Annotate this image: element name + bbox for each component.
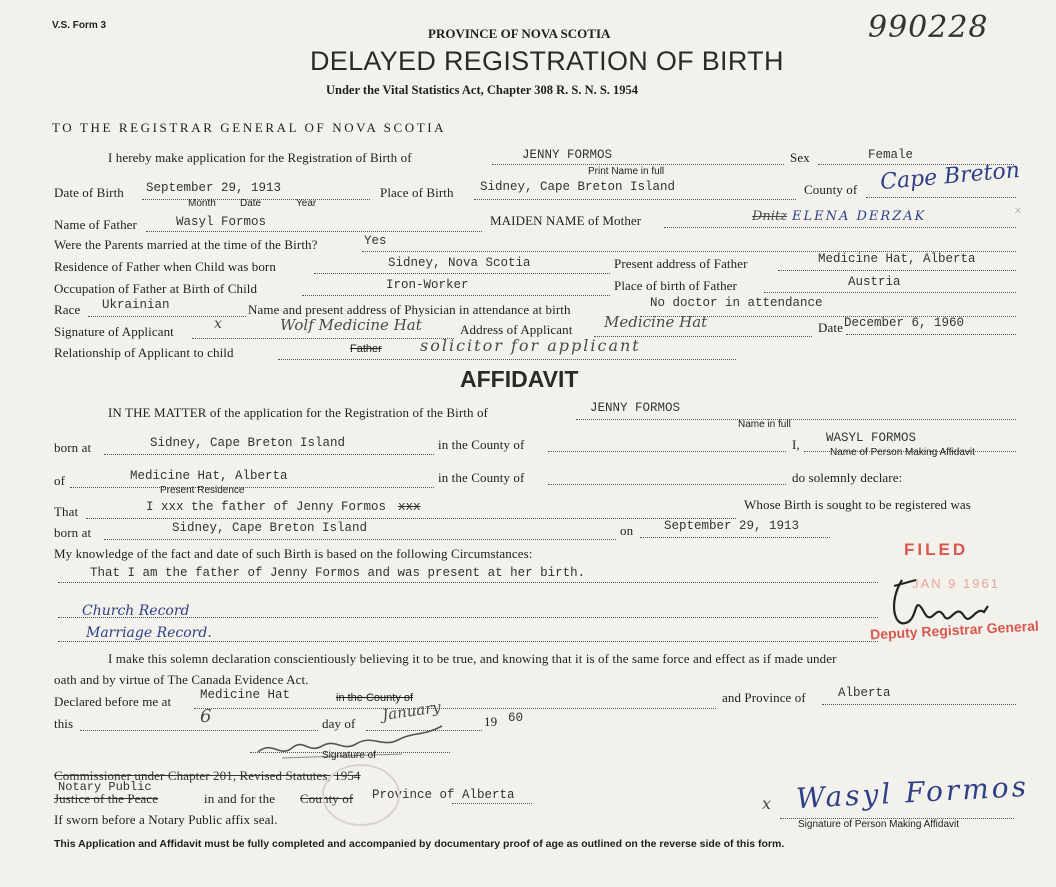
province-typed: Province of Alberta [372, 788, 515, 802]
matter-label: IN THE MATTER of the application for the Registration of the Birth of [108, 405, 488, 420]
race-value: Ukrainian [102, 298, 170, 312]
year-caption: Year [296, 198, 317, 209]
declared-label: Declared before me at [54, 694, 172, 709]
present-address-value: Medicine Hat, Alberta [818, 252, 976, 266]
month-caption: Month [188, 198, 216, 209]
year-prefix: 19 [484, 714, 498, 729]
mother-label: MAIDEN NAME of Mother [490, 213, 642, 228]
declaration-line-1: I make this solemn declaration conscientiously believing it to be true, and knowing that it is of the same force and effect as if made under [108, 651, 837, 666]
child-name-value: JENNY FORMOS [522, 148, 613, 162]
on-date-value: September 29, 1913 [664, 519, 800, 533]
footer-note: This Application and Affidavit must be fully completed and accompanied by documentary proof of age as outlined on the reverse side of this form. [54, 838, 785, 850]
page-subtitle: Under the Vital Statistics Act, Chapter 308 R. S. N. S. 1954 [326, 83, 639, 97]
form-number: V.S. Form 3 [52, 20, 107, 31]
in-county-label: in the County of [438, 437, 525, 452]
relationship-label: Relationship of Applicant to child [54, 345, 234, 360]
intro-label: I hereby make application for the Registration of Birth of [108, 150, 412, 165]
affidavit-child-name: JENNY FORMOS [590, 401, 681, 415]
addressee: TO THE REGISTRAR GENERAL OF NOVA SCOTIA [52, 120, 447, 135]
province-label: and Province of [722, 690, 806, 705]
this-label: this [54, 716, 74, 731]
father-label: Name of Father [54, 217, 137, 232]
sex-label: Sex [790, 150, 810, 165]
county-struck: County of [300, 791, 354, 806]
married-label: Were the Parents married at the time of the Birth? [54, 237, 318, 252]
notary-seal [318, 760, 404, 830]
that-label: That [54, 504, 79, 519]
applicant-address-label: Address of Applicant [460, 322, 573, 337]
mother-value: ELENA DERZAK [792, 209, 927, 224]
date-value: December 6, 1960 [844, 316, 965, 330]
filed-date-stamp: JAN 9 1961 [912, 576, 1000, 591]
of-label: of [54, 473, 66, 488]
deponent-sig-mark: x [762, 794, 772, 813]
deponent-caption: Name of Person Making Affidavit [830, 447, 975, 458]
county-label: County of [804, 182, 858, 197]
applicant-sig-label: Signature of Applicant [54, 324, 174, 339]
day-value: 6 [200, 706, 212, 727]
in-county-label-2: in the County of [438, 470, 525, 485]
knowledge-label: My knowledge of the fact and date of such Birth is based on the following Circumstances: [54, 546, 533, 561]
notary-note: If sworn before a Notary Public affix seal. [54, 812, 278, 827]
residence-caption: Present Residence [160, 485, 245, 496]
married-value: Yes [364, 234, 387, 248]
name-in-full-caption: Name in full [738, 419, 791, 430]
province-value: Alberta [838, 686, 891, 700]
place-of-birth-label: Place of Birth [380, 185, 454, 200]
deponent-signature: Wasyl Formos [795, 769, 1030, 816]
affidavit-title: AFFIDAVIT [460, 366, 579, 392]
circumstance-2: Church Record [82, 603, 190, 619]
applicant-sig-mark: x [214, 316, 222, 332]
place-of-birth-value: Sidney, Cape Breton Island [480, 180, 676, 194]
signature-of-caption: Signature of [322, 750, 376, 761]
in-and-for-label: in and for the [204, 791, 276, 806]
province-heading: PROVINCE OF NOVA SCOTIA [428, 26, 611, 41]
affidavit-residence: Medicine Hat, Alberta [130, 469, 288, 483]
day-of-label: day of [322, 716, 356, 731]
peace-struck: Justice of the Peace [54, 791, 159, 806]
month-value: January [381, 697, 442, 725]
born-at2-label: born at [54, 525, 92, 540]
father-birthplace-value: Austria [848, 275, 901, 289]
relationship-struck-value: Father [350, 343, 382, 355]
deponent-sig-caption: Signature of Person Making Affidavit [798, 819, 960, 830]
print-name-caption: Print Name in full [588, 166, 665, 177]
declaration-line-2: oath and by virtue of The Canada Evidence Act. [54, 672, 309, 687]
declare-label: do solemnly declare: [792, 470, 903, 485]
born-at2-value: Sidney, Cape Breton Island [172, 521, 368, 535]
deponent-name: WASYL FORMOS [826, 431, 917, 445]
declared-struck: in the County of [336, 692, 414, 704]
relationship-value: solicitor for applicant [420, 336, 641, 355]
present-address-label: Present address of Father [614, 256, 748, 271]
declared-place: Medicine Hat [200, 688, 291, 702]
mother-struck-value: Dnitz [752, 209, 788, 224]
year-suffix: 60 [508, 711, 524, 725]
applicant-address-value: Medicine Hat [604, 313, 708, 331]
notary-typed: Notary Public [58, 780, 152, 794]
father-birthplace-label: Place of birth of Father [614, 278, 737, 293]
occupation-label: Occupation of Father at Birth of Child [54, 281, 258, 296]
circumstance-3: Marriage Record. [86, 625, 212, 641]
sex-value: Female [868, 148, 914, 162]
filed-stamp: FILED [904, 540, 969, 559]
on-label: on [620, 523, 634, 538]
that-value: I xxx the father of Jenny Formos [146, 500, 387, 514]
residence-label: Residence of Father when Child was born [54, 259, 276, 274]
page-title: DELAYED REGISTRATION OF BIRTH [310, 46, 784, 76]
dob-label: Date of Birth [54, 185, 124, 200]
physician-label: Name and present address of Physician in attendance at birth [248, 302, 571, 317]
date-label: Date [818, 320, 843, 335]
i-label: I, [792, 437, 800, 452]
father-value: Wasyl Formos [176, 215, 267, 229]
race-label: Race [54, 302, 81, 317]
dob-value: September 29, 1913 [146, 181, 282, 195]
county-value: Cape Breton [879, 157, 1021, 196]
circumstance-1: That I am the father of Jenny Formos and was present at her birth. [90, 566, 586, 580]
date-caption: Date [240, 198, 262, 209]
occupation-value: Iron-Worker [386, 278, 469, 292]
commissioner-struck: Commissioner under Chapter 201, Revised Statutes, 1954 [54, 768, 361, 783]
applicant-signature: Wolf Medicine Hat [280, 316, 422, 334]
that-struck-value: xxx [398, 500, 421, 514]
born-at-value: Sidney, Cape Breton Island [150, 436, 346, 450]
physician-value: No doctor in attendance [650, 296, 823, 310]
whose-birth-label: Whose Birth is sought to be registered was [744, 497, 971, 512]
deputy-registrar-stamp: Deputy Registrar General [869, 617, 1040, 643]
birth-registration-form: V.S. Form 3 990228 PROVINCE OF NOVA SCOTIA DELAYED REGISTRATION OF BIRTH Under the Vital Statistics Act, Chapter 308 R. S. N. S. 1954 TO THE REGISTRAR GENERAL OF NOVA SCOTIA I hereby make application for the Registration of Birth of JENNY FORMOS Print Name in full Sex Female Date of Birth September 29, 1913 Month Date Year Place of Birth Sidney, Cape Breton Island County of Cape Breton Name of Father Wasyl Formos MAIDEN NAME of Mother Dnitz ELENA DERZAK × Were the Parents married at the time of the Birth? Yes Residence of Father when Child was born Sidney, Nova Scotia Present address of Father Medicine Hat, Alberta Occupation of Father at Birth of Child Iron-Worker Place of birth of Father Austria Race Ukrainian Name and present address of Physician in attendance at birth No doctor in attendance Signature of Applicant x Wolf Medicine Hat Address of Applicant Medicine Hat Date December 6, 1960 Relationship of Applicant to child Father solicitor for applicant AFFIDAVIT IN THE MATTER of the application for the Registration of the Birth of JENNY FORMOS Name in full born at Sidney, Cape Breton Island in the County of I, WASYL FORMOS Name of Person Making Affidavit of Medicine Hat, Alberta Present Residence in the County of do solemnly declare: That I xxx the father of Jenny Formos xxx Whose Birth is sought to be registered was born at Sidney, Cape Breton Island on September 29, 1913 My knowledge of the fact and date of such Birth is based on the following Circumstances: That I am the father of Jenny Formos and was present at her birth. Church Record Marriage Record. FILED JAN 9 1961 Deputy Registrar General I make this solemn declaration conscientiously believing it to be true, and knowing that it is of the same force and effect as if made under oath and by virtue of The Canada Evidence Act. Declared before me at Medicine Hat in the County of and Province of Alberta this 6 day of January 19 60 Signature of Commissioner under Chapter 201, Revised Statutes, 1954 Notary Public Justice of the Peace in and for the County of Province of Alberta If sworn before a Notary Public affix seal. x Wasyl Formos Signature of Person Making Affidavit This Application and Affidavit must be fully completed and accompanied by documentary proof of age as outlined on the reverse side of this form. [52, 10, 1040, 850]
born-at-label: born at [54, 440, 92, 455]
registration-number: 990228 [868, 10, 989, 45]
residence-value: Sidney, Nova Scotia [388, 256, 531, 270]
